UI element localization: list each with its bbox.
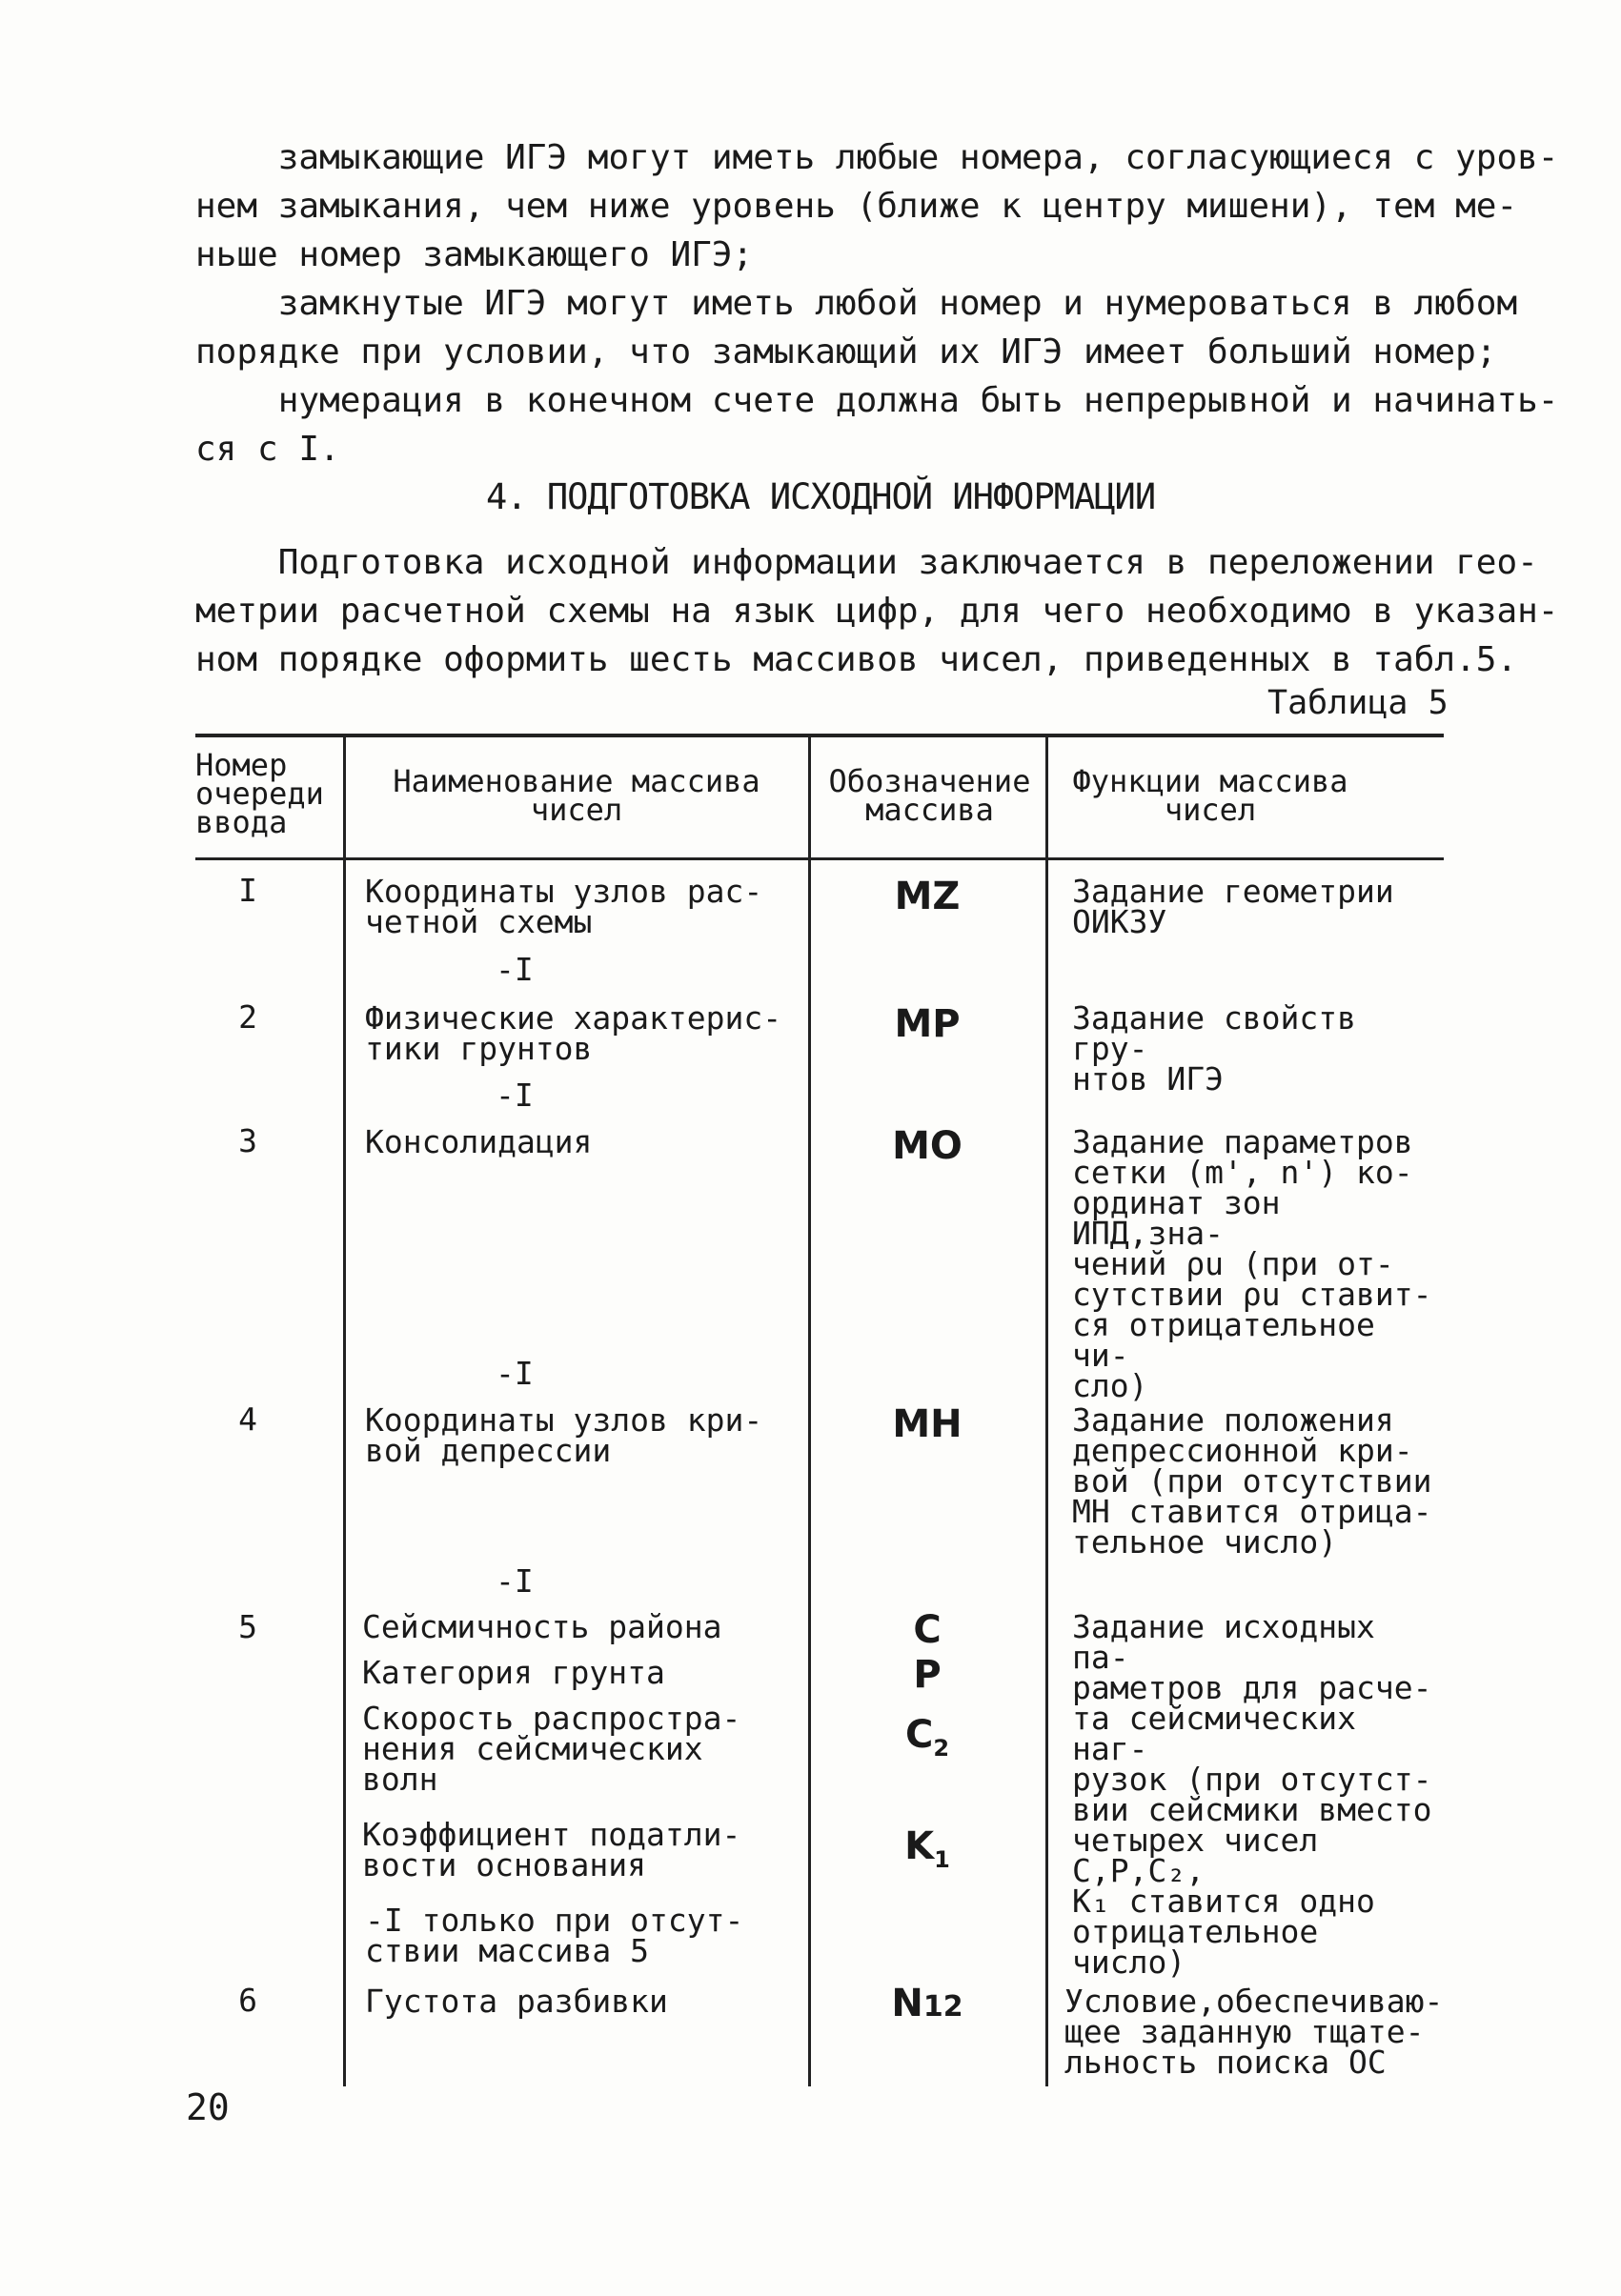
- header-array-name: Наименование массива чисел: [393, 763, 760, 828]
- row-number: 3: [238, 1122, 257, 1159]
- code-subscript: 1: [934, 1846, 950, 1873]
- array-name: Консолидация: [365, 1123, 593, 1160]
- array-function: Задание геометрии ОИКЗУ: [1072, 873, 1394, 940]
- seismic-param-name: Коэффициент податли- вости основания: [362, 1816, 741, 1883]
- header-array-designation: Обозначение массива: [828, 763, 1031, 828]
- array-function: Задание свойств гру- нтов ИГЭ: [1072, 999, 1357, 1098]
- code-letter: N: [891, 1982, 923, 2025]
- array-name: Координаты узлов кри- вой депрессии: [365, 1401, 763, 1469]
- text-line: метрии расчетной схемы на язык цифр, для чего необходимо в указан-: [195, 592, 1559, 631]
- code-letter: C: [904, 1713, 934, 1757]
- terminator-minus-one: -I: [496, 1355, 534, 1392]
- array-function: Условие,обеспечиваю- щее заданную тщате- льность поиска ОС: [1064, 1983, 1444, 2081]
- array-code: P: [913, 1653, 942, 1697]
- text-line: нумерация в конечном счете должна быть непрерывной и начинать-: [195, 381, 1559, 420]
- terminator-minus-one: -I: [496, 1562, 534, 1600]
- array-name: Координаты узлов рас- четной схемы: [365, 873, 763, 940]
- text-line: нем замыкания, чем ниже уровень (ближе к центру мишени), тем ме-: [195, 187, 1518, 226]
- text-line: порядке при условии, что замыкающий их ИГЭ имеет больший номер;: [195, 332, 1497, 372]
- section-heading: 4. ПОДГОТОВКА ИСХОДНОЙ ИНФОРМАЦИИ: [486, 476, 1156, 517]
- header-queue-number: Номер очереди ввода: [195, 747, 324, 840]
- section-paragraph: [195, 538, 1559, 684]
- arrays-table: [195, 734, 1444, 2086]
- code-letter: K: [904, 1824, 935, 1868]
- text-line: ньше номер замыкающего ИГЭ;: [195, 235, 754, 274]
- row-number: 5: [238, 1608, 257, 1645]
- terminator-minus-one: -I: [496, 951, 534, 988]
- text-line: Подготовка исходной информации заключается в переложении гео-: [195, 543, 1538, 582]
- terminator-note: -I только при отсут- ствии массива 5: [365, 1902, 744, 1969]
- array-function: Задание параметров сетки (m', n') ко- ординат зон ИПД,зна- чений ρu (при от- сутствии ρu ставит- ся отрицательное чи- сло): [1072, 1123, 1432, 1404]
- array-code: MH: [892, 1402, 962, 1446]
- row-number: 6: [238, 1982, 257, 2019]
- array-code: [808, 1824, 1046, 1873]
- array-code: C: [913, 1608, 942, 1652]
- intro-paragraph: [195, 133, 1559, 473]
- array-code: [808, 1713, 1046, 1762]
- row-number: 2: [238, 998, 257, 1036]
- code-suffix: 12: [922, 1990, 963, 2024]
- table-caption: Таблица 5: [1267, 684, 1449, 722]
- terminator-minus-one: -I: [496, 1077, 534, 1114]
- array-name: Густота разбивки: [365, 1983, 668, 2020]
- page-number: 20: [186, 2086, 230, 2128]
- array-code: MO: [892, 1124, 962, 1168]
- seismic-param-name: Скорость распростра- нения сейсмических волн: [362, 1700, 741, 1798]
- header-bottom-rule: [195, 857, 1444, 860]
- array-name: Физические характерис- тики грунтов: [365, 999, 782, 1067]
- text-line: замыкающие ИГЭ могут иметь любые номера, согласующиеся с уров-: [195, 138, 1559, 177]
- table-top-rule: [195, 734, 1444, 737]
- seismic-param-name: Категория грунта: [362, 1654, 665, 1691]
- text-line: ном порядке оформить шесть массивов чисел, приведенных в табл.5.: [195, 640, 1518, 679]
- seismic-param-name: Сейсмичность района: [362, 1608, 722, 1645]
- array-code: MZ: [894, 875, 961, 918]
- text-line: замкнутые ИГЭ могут иметь любой номер и нумероваться в любом: [195, 284, 1518, 323]
- header-array-function: Функции массива чисел: [1072, 763, 1348, 828]
- array-function: Задание положения депрессионной кри- вой (при отсутствии МН ставится отрица- тельное число): [1072, 1401, 1432, 1561]
- row-number: I: [238, 872, 257, 909]
- array-code: [808, 1982, 1046, 2025]
- array-code: MP: [894, 1002, 961, 1046]
- array-function: Задание исходных па- раметров для расче- та сейсмических наг- рузок (при отсутст- вии сейсмики вместо четырех чисел C,P,C₂, K₁ ставится одно отрицательное число): [1072, 1608, 1432, 1981]
- code-subscript: 2: [933, 1735, 950, 1762]
- row-number: 4: [238, 1400, 257, 1438]
- text-line: ся с I.: [195, 430, 340, 469]
